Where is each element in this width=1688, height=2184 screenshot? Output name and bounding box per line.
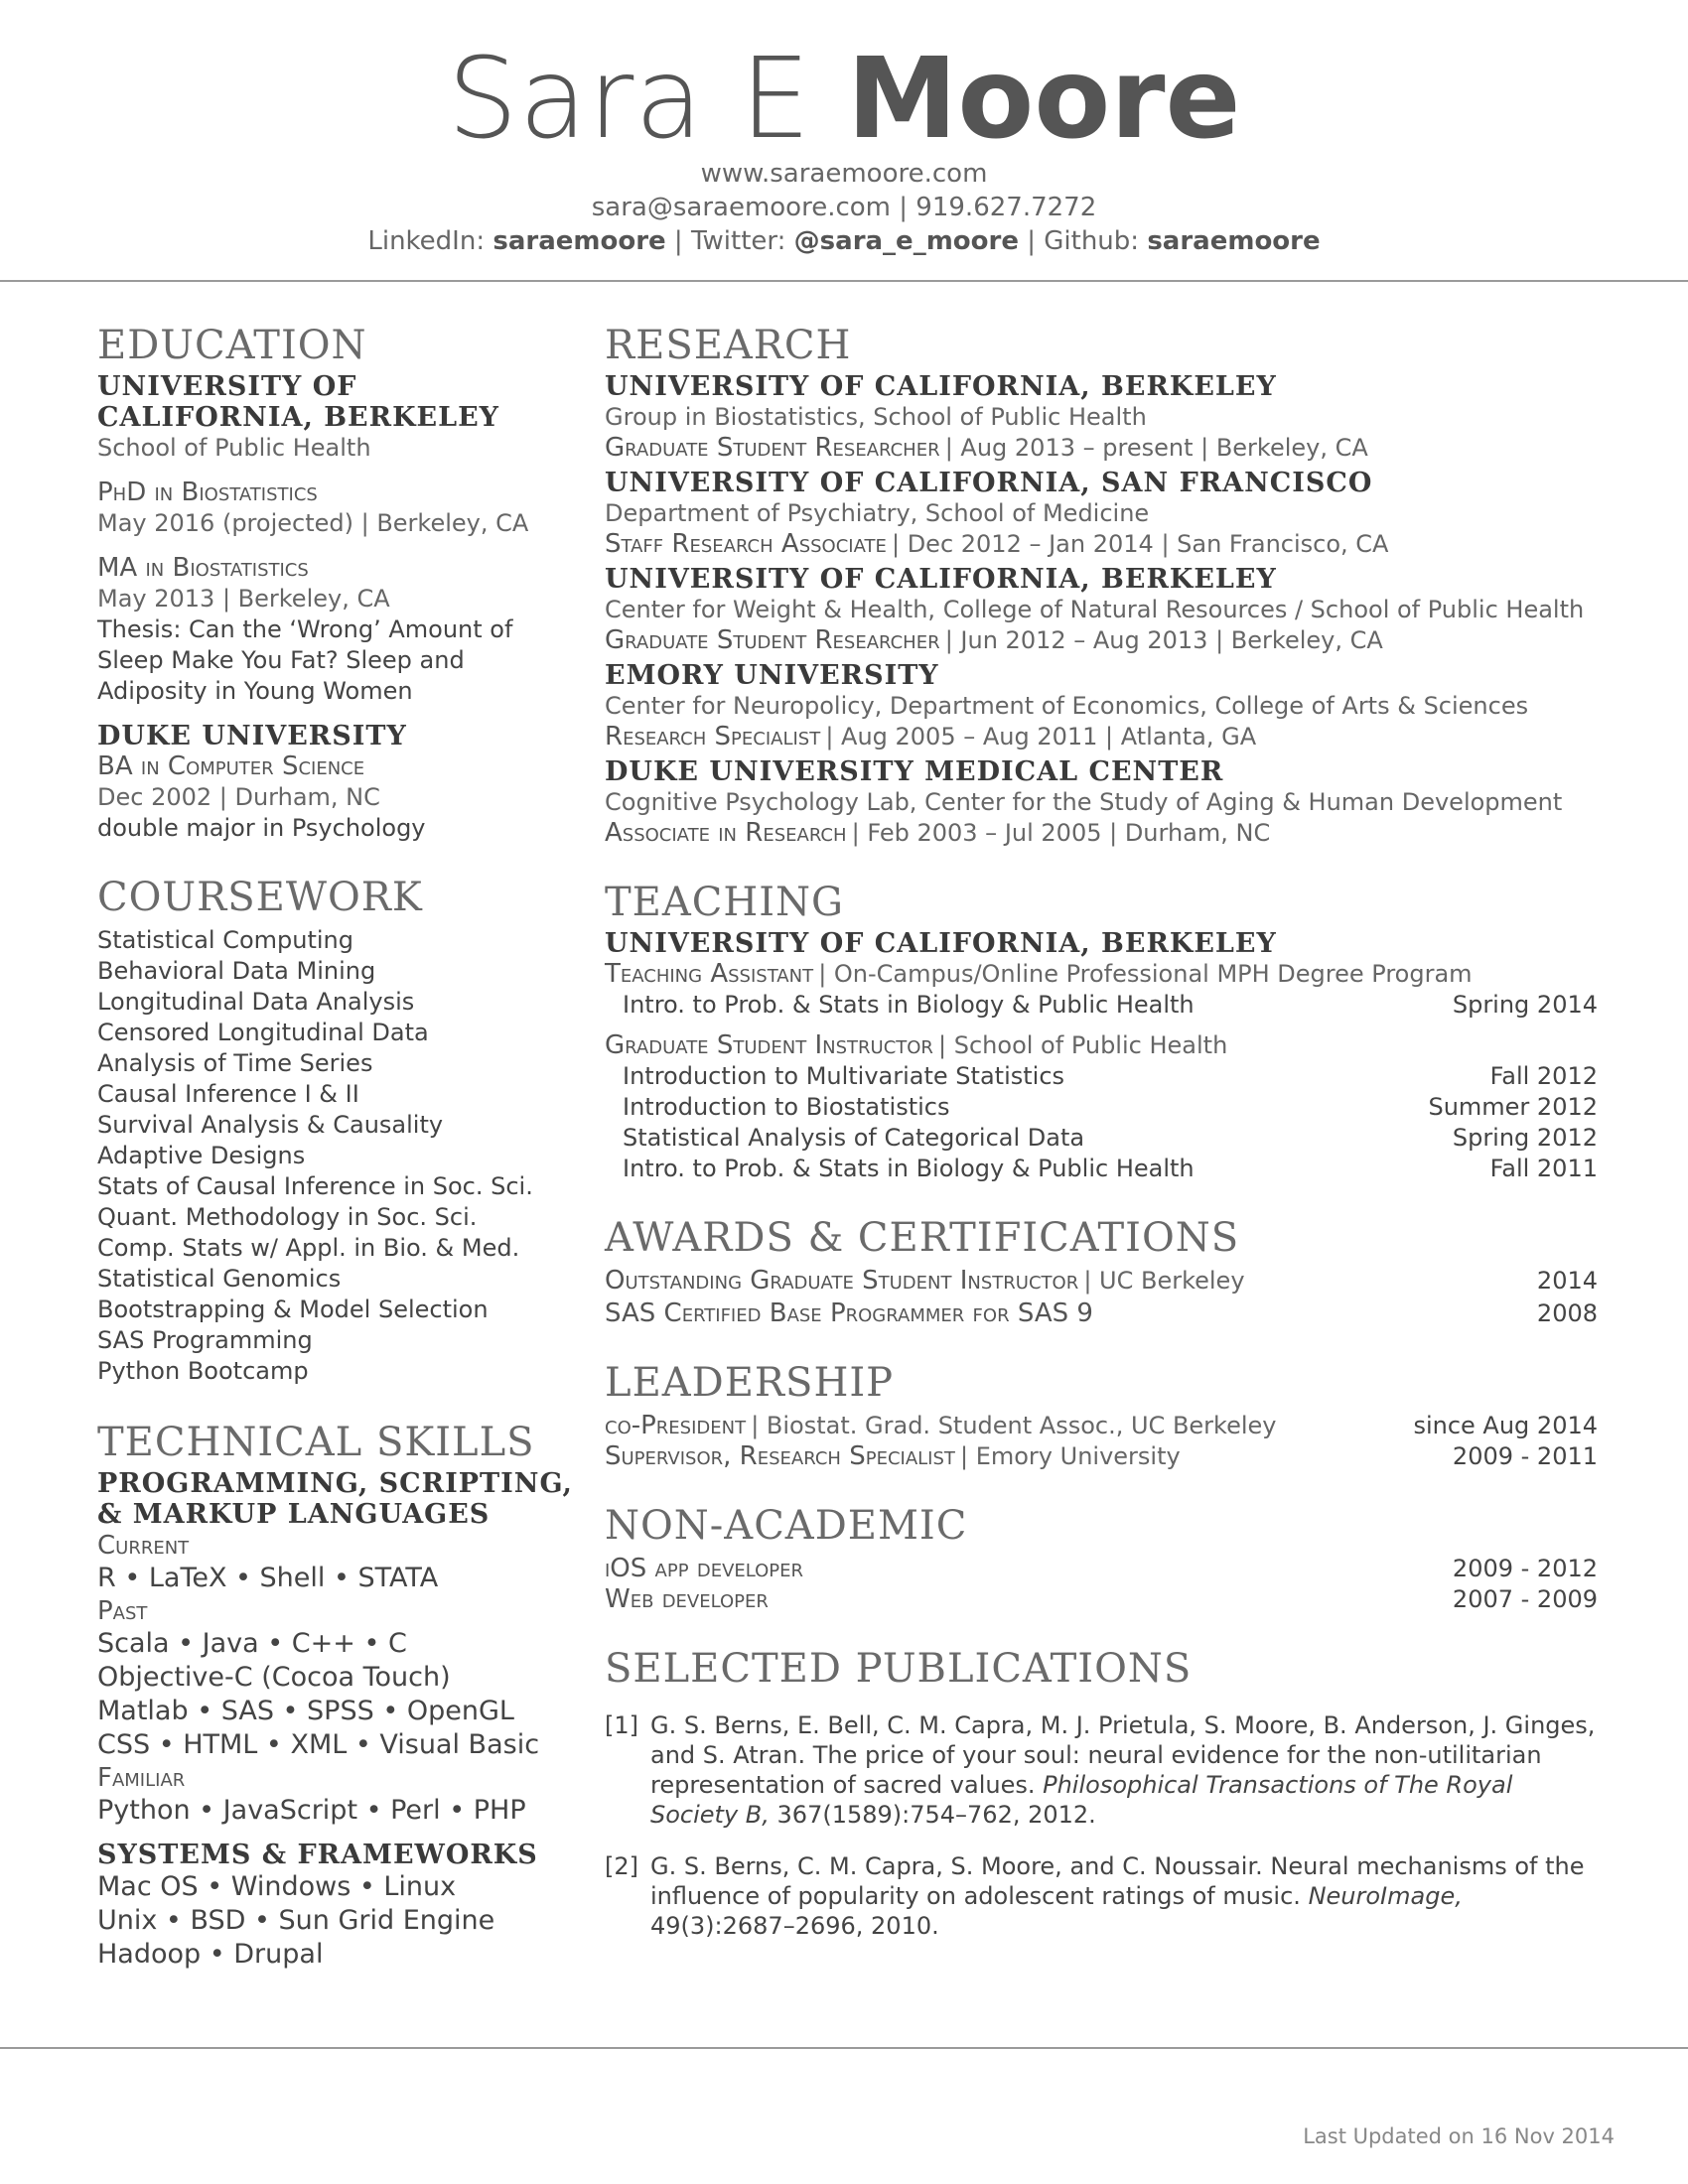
twitter-label: Twitter: bbox=[690, 226, 786, 256]
course-item: Comp. Stats w/ Appl. in Bio. & Med. bbox=[97, 1234, 520, 1262]
nonacademic-role: Web developer bbox=[605, 1584, 769, 1614]
coursework-heading: COURSEWORK bbox=[97, 875, 423, 920]
leadership-when: since Aug 2014 bbox=[1413, 1412, 1598, 1439]
course-item: Adaptive Designs bbox=[97, 1142, 306, 1169]
current-skills: R • LaTeX • Shell • STATA bbox=[97, 1563, 439, 1593]
teaching-course-row bbox=[623, 1092, 1598, 1123]
course-item: Longitudinal Data Analysis bbox=[97, 988, 415, 1016]
past-skills: CSS • HTML • XML • Visual Basic bbox=[97, 1729, 540, 1760]
research-list bbox=[605, 371, 1598, 849]
publication-number: [1] bbox=[605, 1711, 638, 1739]
research-detail: | Jun 2012 – Aug 2013 | Berkeley, CA bbox=[944, 626, 1383, 654]
linkedin-label: LinkedIn: bbox=[367, 226, 486, 256]
publications-heading: SELECTED PUBLICATIONS bbox=[605, 1646, 1193, 1692]
teaching-course: Statistical Analysis of Categorical Data bbox=[623, 1124, 1085, 1152]
research-entry bbox=[605, 660, 1598, 752]
course-item: Behavioral Data Mining bbox=[97, 957, 376, 985]
publication-text: G. S. Berns, E. Bell, C. M. Capra, M. J. Prietula, S. Moore, B. Anderson, J. Ginges, and S. Atran. The price of your soul: neural evidence for the non-utilitarian representation of sacred values. bbox=[650, 1711, 1596, 1799]
teaching-course: Intro. to Prob. & Stats in Biology & Public Health bbox=[623, 1155, 1195, 1182]
education-ucb-school: School of Public Health bbox=[97, 434, 371, 462]
ma-thesis: Thesis: Can the ‘Wrong’ Amount of Sleep Make You Fat? Sleep and Adiposity in Young Women bbox=[97, 615, 513, 705]
phd-degree: PhD in Biostatistics bbox=[97, 478, 318, 507]
last-updated: Last Updated on 16 Nov 2014 bbox=[1303, 2124, 1615, 2148]
research-department: Cognitive Psychology Lab, Center for the Study of Aging & Human Development bbox=[605, 788, 1563, 816]
separator: | bbox=[673, 226, 683, 256]
teaching-term: Spring 2012 bbox=[1452, 1124, 1598, 1152]
award-name: SAS Certified Base Programmer for SAS 9 bbox=[605, 1298, 1093, 1328]
award-name: Outstanding Graduate Student Instructor bbox=[605, 1266, 1079, 1296]
duke-degree: BA in Computer Science bbox=[97, 751, 365, 781]
course-item: Causal Inference I & II bbox=[97, 1080, 359, 1108]
research-department: Center for Neuropolicy, Department of Economics, College of Arts & Sciences bbox=[605, 692, 1529, 720]
leadership-role: co-President bbox=[605, 1411, 747, 1440]
ma-degree: MA in Biostatistics bbox=[97, 553, 309, 583]
duke-note: double major in Psychology bbox=[97, 814, 426, 842]
award-row bbox=[605, 1298, 1598, 1329]
publication-journal: NeuroImage, bbox=[1308, 1882, 1463, 1910]
course-item: Bootstrapping & Model Selection bbox=[97, 1296, 489, 1323]
twitter-link[interactable]: @sara_e_moore bbox=[793, 226, 1019, 256]
header-divider bbox=[0, 280, 1688, 282]
course-item: Survival Analysis & Causality bbox=[97, 1111, 444, 1139]
award-year: 2008 bbox=[1536, 1299, 1598, 1327]
past-label: Past bbox=[97, 1596, 148, 1626]
skills-heading: TECHNICAL SKILLS bbox=[97, 1420, 535, 1465]
linkedin-link[interactable]: saraemoore bbox=[492, 226, 666, 256]
teaching-term: Fall 2012 bbox=[1489, 1062, 1598, 1090]
github-label: Github: bbox=[1044, 226, 1140, 256]
research-entry bbox=[605, 756, 1598, 849]
nonacademic-role: iOS app developer bbox=[605, 1554, 804, 1583]
nonacademic-row bbox=[605, 1554, 1598, 1584]
research-institution: UNIVERSITY OF CALIFORNIA, SAN FRANCISCO bbox=[605, 468, 1373, 498]
course-item: Stats of Causal Inference in Soc. Sci. bbox=[97, 1172, 533, 1200]
programming-heading: PROGRAMMING, SCRIPTING, & MARKUP LANGUAGES bbox=[97, 1468, 573, 1530]
research-institution: EMORY UNIVERSITY bbox=[605, 660, 939, 691]
website-link[interactable]: www.saraemoore.com bbox=[700, 159, 988, 189]
research-role: Graduate Student Researcher bbox=[605, 625, 940, 655]
publication-item bbox=[605, 1851, 1598, 1941]
teaching-term: Spring 2014 bbox=[1452, 991, 1598, 1019]
last-name: Moore bbox=[846, 35, 1241, 164]
ma-detail: May 2013 | Berkeley, CA bbox=[97, 585, 390, 613]
website-line bbox=[0, 157, 1688, 191]
teaching-institution: UNIVERSITY OF CALIFORNIA, BERKELEY bbox=[605, 928, 1277, 959]
teaching-term: Fall 2011 bbox=[1489, 1155, 1598, 1182]
duke-detail: Dec 2002 | Durham, NC bbox=[97, 783, 380, 811]
teaching-course-row bbox=[623, 1123, 1598, 1154]
leadership-role: Supervisor, Research Specialist bbox=[605, 1441, 955, 1471]
course-item: Censored Longitudinal Data bbox=[97, 1019, 429, 1046]
nonacademic-row bbox=[605, 1584, 1598, 1615]
research-role: Associate in Research bbox=[605, 818, 847, 848]
ta-detail: | On-Campus/Online Professional MPH Degree Program bbox=[818, 960, 1473, 988]
familiar-skills: Python • JavaScript • Perl • PHP bbox=[97, 1795, 526, 1826]
teaching-course: Introduction to Biostatistics bbox=[623, 1093, 950, 1121]
award-year: 2014 bbox=[1536, 1267, 1598, 1295]
past-skills: Scala • Java • C++ • C bbox=[97, 1628, 407, 1659]
nonacademic-when: 2007 - 2009 bbox=[1452, 1585, 1598, 1613]
research-institution: UNIVERSITY OF CALIFORNIA, BERKELEY bbox=[605, 371, 1277, 402]
separator: | bbox=[899, 193, 909, 222]
email-link[interactable]: sara@saraemoore.com bbox=[591, 193, 891, 222]
publication-cite: 49(3):2687–2696, 2010. bbox=[650, 1912, 939, 1940]
publication-journal: Philosophical Transactions of The Royal Society B, bbox=[650, 1771, 1513, 1829]
systems-heading: SYSTEMS & FRAMEWORKS bbox=[97, 1840, 538, 1870]
familiar-label: Familiar bbox=[97, 1763, 186, 1793]
publication-item bbox=[605, 1710, 1598, 1830]
phd-detail: May 2016 (projected) | Berkeley, CA bbox=[97, 509, 529, 537]
past-skills: Matlab • SAS • SPSS • OpenGL bbox=[97, 1696, 514, 1726]
nonacademic-when: 2009 - 2012 bbox=[1452, 1555, 1598, 1582]
research-entry bbox=[605, 564, 1598, 656]
course-item: SAS Programming bbox=[97, 1326, 313, 1354]
research-department: Center for Weight & Health, College of Natural Resources / School of Public Health bbox=[605, 596, 1585, 623]
email-phone-line bbox=[0, 191, 1688, 224]
award-detail: | UC Berkeley bbox=[1083, 1267, 1245, 1295]
research-detail: | Dec 2012 – Jan 2014 | San Francisco, CA bbox=[891, 530, 1389, 558]
research-entry bbox=[605, 468, 1598, 560]
teaching-course: Intro. to Prob. & Stats in Biology & Public Health bbox=[623, 991, 1195, 1019]
leadership-row bbox=[605, 1441, 1598, 1472]
leadership-detail: | Emory University bbox=[959, 1442, 1181, 1470]
education-duke-name: DUKE UNIVERSITY bbox=[97, 721, 407, 751]
research-detail: | Aug 2013 – present | Berkeley, CA bbox=[944, 434, 1368, 462]
research-department: Department of Psychiatry, School of Medicine bbox=[605, 499, 1150, 527]
gsi-role: Graduate Student Instructor bbox=[605, 1030, 933, 1060]
publication-text: G. S. Berns, C. M. Capra, S. Moore, and C. Noussair. Neural mechanisms of the influence of popularity on adolescent ratings of music. bbox=[650, 1852, 1585, 1910]
right-column bbox=[605, 322, 1598, 1941]
nonacademic-heading: NON-ACADEMIC bbox=[605, 1503, 968, 1549]
award-row bbox=[605, 1266, 1598, 1297]
leadership-heading: LEADERSHIP bbox=[605, 1360, 895, 1406]
awards-heading: AWARDS & CERTIFICATIONS bbox=[605, 1215, 1240, 1261]
research-institution: DUKE UNIVERSITY MEDICAL CENTER bbox=[605, 756, 1224, 787]
leadership-when: 2009 - 2011 bbox=[1452, 1442, 1598, 1470]
systems-skills: Mac OS • Windows • Linux bbox=[97, 1871, 457, 1902]
course-item: Quant. Methodology in Soc. Sci. bbox=[97, 1203, 478, 1231]
gsi-detail: | School of Public Health bbox=[938, 1031, 1228, 1059]
leadership-detail: | Biostat. Grad. Student Assoc., UC Berkeley bbox=[751, 1412, 1277, 1439]
social-line bbox=[0, 224, 1688, 258]
first-name: Sara E bbox=[447, 35, 812, 164]
teaching-term: Summer 2012 bbox=[1428, 1093, 1598, 1121]
research-role: Staff Research Associate bbox=[605, 529, 887, 559]
course-item: Statistical Computing bbox=[97, 926, 353, 954]
systems-skills: Unix • BSD • Sun Grid Engine bbox=[97, 1905, 495, 1936]
separator: | bbox=[1027, 226, 1036, 256]
education-ucb-name: UNIVERSITY OF CALIFORNIA, BERKELEY bbox=[97, 371, 499, 433]
left-column bbox=[97, 322, 574, 1972]
leadership-row bbox=[605, 1411, 1598, 1441]
phone-number: 919.627.7272 bbox=[915, 193, 1097, 222]
ta-role: Teaching Assistant bbox=[605, 959, 814, 989]
github-link[interactable]: saraemoore bbox=[1147, 226, 1321, 256]
past-skills: Objective-C (Cocoa Touch) bbox=[97, 1662, 451, 1693]
publication-number: [2] bbox=[605, 1852, 638, 1880]
research-detail: | Aug 2005 – Aug 2011 | Atlanta, GA bbox=[825, 723, 1257, 751]
research-role: Research Specialist bbox=[605, 722, 821, 751]
systems-skills: Hadoop • Drupal bbox=[97, 1939, 324, 1970]
research-institution: UNIVERSITY OF CALIFORNIA, BERKELEY bbox=[605, 564, 1277, 595]
footer-divider bbox=[0, 2047, 1688, 2049]
education-heading: EDUCATION bbox=[97, 323, 367, 368]
resume-name bbox=[0, 35, 1688, 164]
teaching-course: Introduction to Multivariate Statistics bbox=[623, 1062, 1065, 1090]
course-item: Analysis of Time Series bbox=[97, 1049, 373, 1077]
coursework-list bbox=[97, 925, 574, 1387]
research-role: Graduate Student Researcher bbox=[605, 433, 940, 463]
teaching-course-row bbox=[623, 1154, 1598, 1184]
teaching-course-row bbox=[623, 990, 1598, 1021]
research-department: Group in Biostatistics, School of Public Health bbox=[605, 403, 1147, 431]
course-item: Statistical Genomics bbox=[97, 1265, 342, 1293]
current-label: Current bbox=[97, 1531, 190, 1561]
teaching-heading: TEACHING bbox=[605, 880, 845, 925]
research-detail: | Feb 2003 – Jul 2005 | Durham, NC bbox=[851, 819, 1271, 847]
course-item: Python Bootcamp bbox=[97, 1357, 309, 1385]
research-entry bbox=[605, 371, 1598, 464]
teaching-course-row bbox=[623, 1061, 1598, 1092]
research-heading: RESEARCH bbox=[605, 323, 852, 368]
publication-cite: 367(1589):754–762, 2012. bbox=[776, 1801, 1096, 1829]
